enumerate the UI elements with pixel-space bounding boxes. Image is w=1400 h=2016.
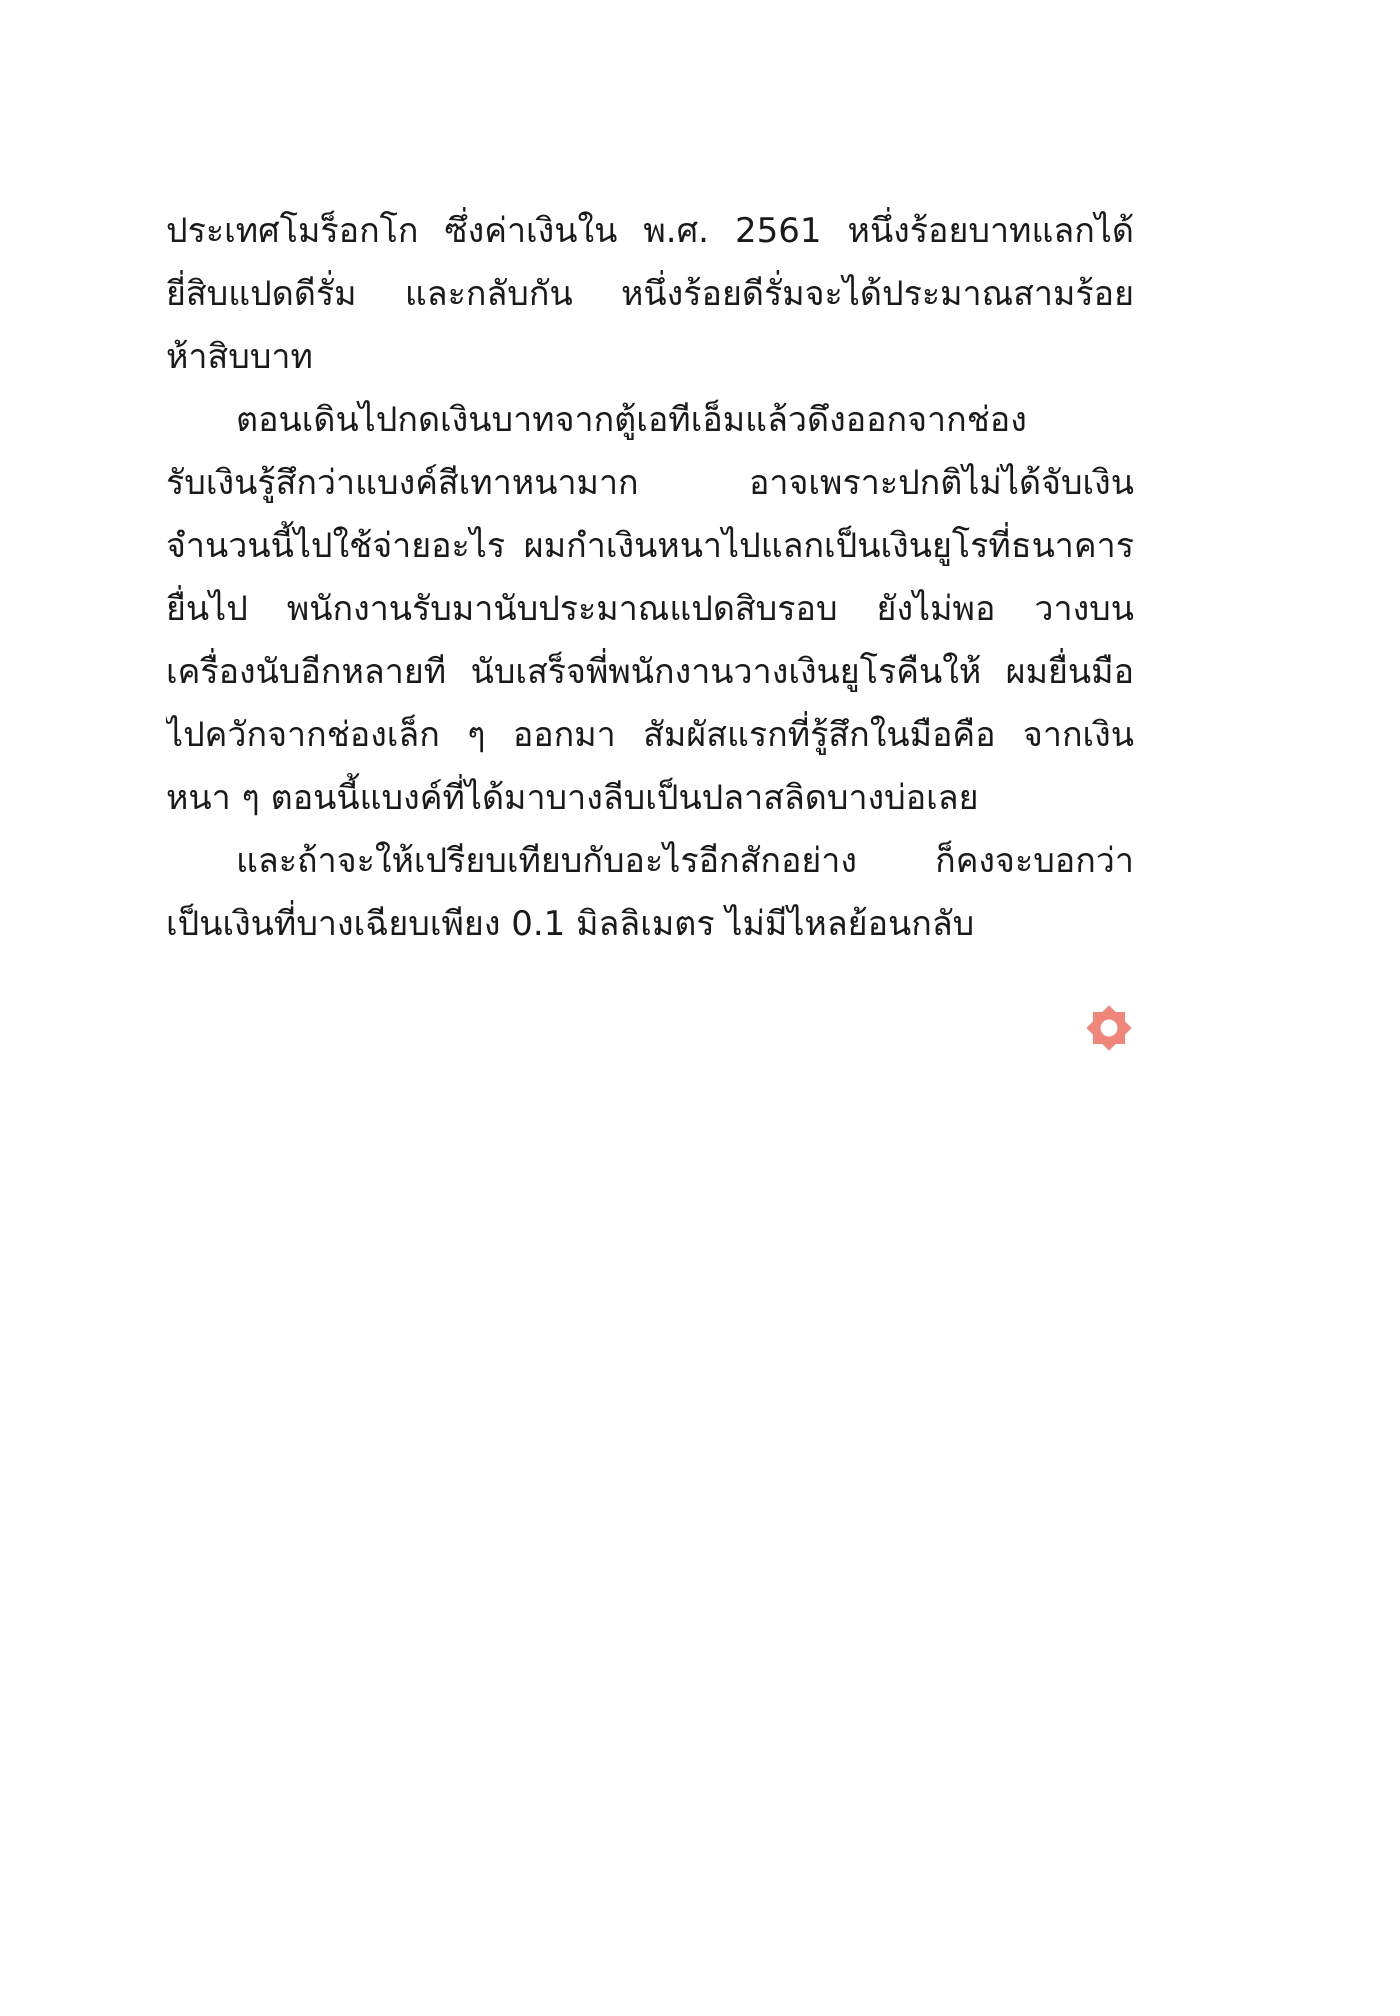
text-line: รับเงินรู้สึกว่าแบงค์สีเทาหนามาก อาจเพราะปกติไม่ได้จับเงิน [166,463,1134,503]
text-line: เป็นเงินที่บางเฉียบเพียง 0.1 มิลลิเมตร ไม่มีไหลย้อนกลับ [166,904,975,944]
eight-point-star-ornament-icon [1083,1002,1135,1054]
text-line: ไปควักจากช่องเล็ก ๆ ออกมา สัมผัสแรกที่รู้สึกในมือคือ จากเงิน [166,715,1134,755]
text-line: จำนวนนี้ไปใช้จ่ายอะไร ผมกำเงินหนาไปแลกเป็นเงินยูโรที่ธนาคาร [166,526,1134,566]
text-line: ยื่นไป พนักงานรับมานับประมาณแปดสิบรอบ ยังไม่พอ วางบน [166,589,1134,629]
text-line: ยี่สิบแปดดีรั่ม และกลับกัน หนึ่งร้อยดีรั่มจะได้ประมาณสามร้อย [166,274,1134,314]
text-line: ห้าสิบบาท [166,337,313,377]
body-text [166,200,1134,956]
text-line: หนา ๆ ตอนนี้แบงค์ที่ได้มาบางลีบเป็นปลาสลิดบางบ่อเลย [166,778,979,818]
text-line: และถ้าจะให้เปรียบเทียบกับอะไรอีกสักอย่าง ก็คงจะบอกว่า [236,841,1134,881]
ornament-center [1101,1020,1118,1037]
text-line: ประเทศโมร็อกโก ซึ่งค่าเงินใน พ.ศ. 2561 หนึ่งร้อยบาทแลกได้ [166,211,1134,251]
text-line: ตอนเดินไปกดเงินบาทจากตู้เอทีเอ็มแล้วดึงออกจากช่อง [236,400,1027,440]
text-line: เครื่องนับอีกหลายที นับเสร็จพี่พนักงานวางเงินยูโรคืนให้ ผมยื่นมือ [166,652,1134,692]
